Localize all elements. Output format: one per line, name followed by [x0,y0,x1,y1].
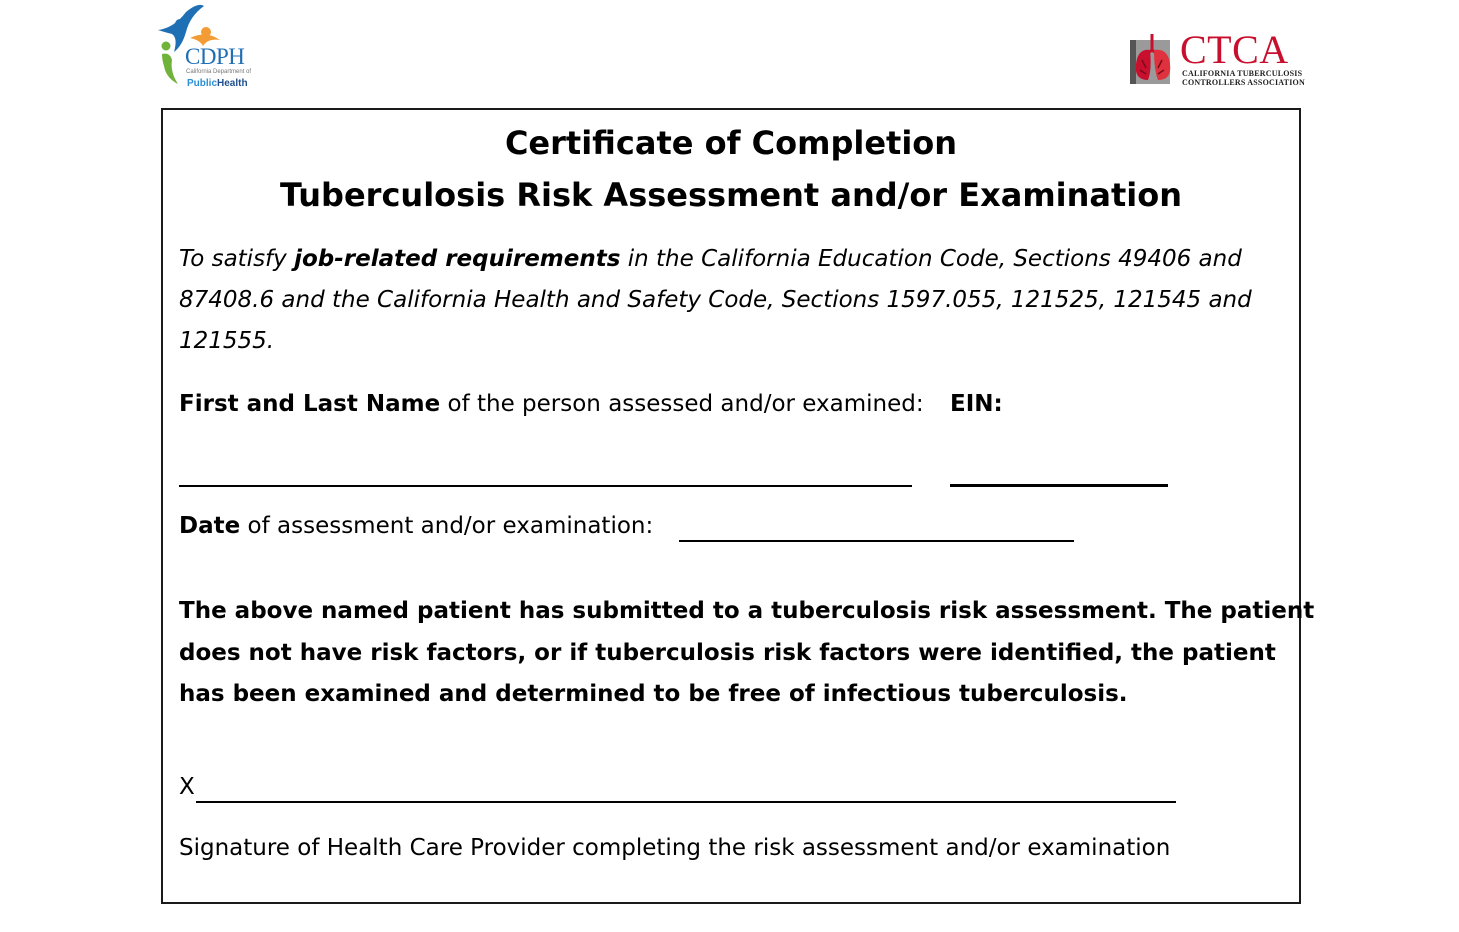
date-input-line[interactable] [679,540,1074,542]
intro-line-2: 87408.6 and the California Health and Safety Code, Sections 1597.055, 121525, 121545 and [179,287,1252,313]
ctca-logo [1128,27,1305,90]
name-field-label [179,393,924,416]
intro-emphasis: job-related requirements [294,246,621,272]
date-label-rest: of assessment and/or examination: [240,513,654,539]
signature-input-line[interactable] [196,801,1176,803]
ein-label: EIN: [950,391,1003,417]
ein-input-line[interactable] [950,484,1168,487]
statement-line-1: The above named patient has submitted to a tuberculosis risk assessment. The patient [179,598,1315,624]
date-field-label [179,515,653,538]
name-label-rest: of the person assessed and/or examined: [440,391,924,417]
cdph-subtitle: California Department of [186,69,252,75]
cdph-wordmark: CDPH [185,44,245,69]
ctca-subtitle-line2: CONTROLLERS ASSOCIATION [1182,78,1305,87]
ctca-wordmark: CTCA [1180,27,1289,72]
name-input-line[interactable] [179,485,912,487]
intro-prefix: To satisfy [179,246,295,272]
signature-caption: Signature of Health Care Provider completing the risk assessment and/or examination [179,835,1171,861]
statement-line-3: has been examined and determined to be free of infectious tuberculosis. [179,681,1128,707]
date-label-bold: Date [179,513,241,539]
lungs-icon [1128,30,1180,88]
intro-suffix: in the California Education Code, Sections 49406 and [620,246,1242,272]
intro-line-1 [179,248,1242,271]
certificate-subtitle: Tuberculosis Risk Assessment and/or Examination [279,176,1183,214]
cdph-public-health [187,79,248,89]
cdph-public-text: Public [187,78,218,89]
cdph-logo [156,2,276,94]
certificate-border [161,108,1301,904]
name-label-bold: First and Last Name [179,391,441,417]
cdph-health-text: Health [217,78,248,89]
certificate-title: Certificate of Completion [504,124,958,162]
intro-line-3: 121555. [179,328,275,354]
ctca-subtitle-line1: CALIFORNIA TUBERCULOSIS [1182,69,1303,78]
statement-line-2: does not have risk factors, or if tuberculosis risk factors were identified, the patient [179,640,1276,666]
signature-x-mark: X [179,774,195,800]
